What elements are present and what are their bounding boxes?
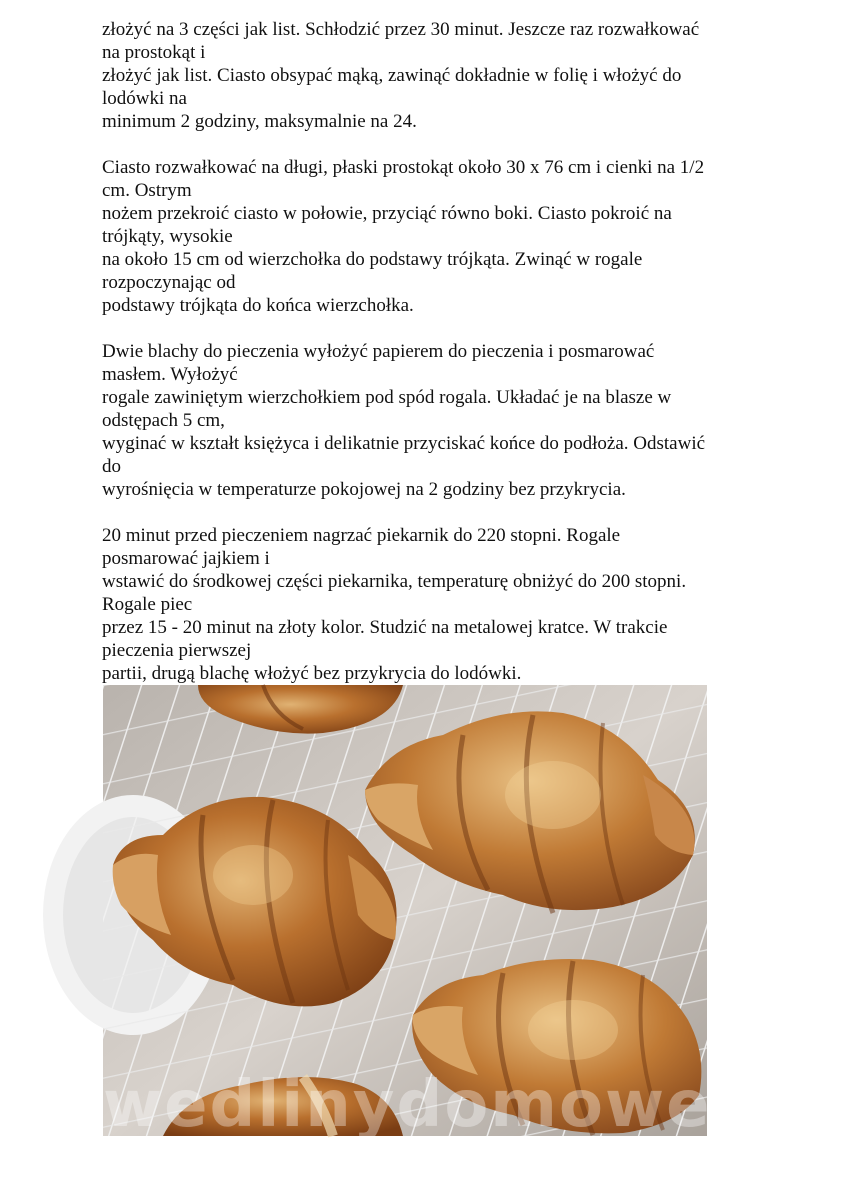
text-line: złożyć jak list. Ciasto obsypać mąką, zawinąć dokładnie w folię i włożyć do	[102, 65, 682, 86]
text-line: lodówki na	[102, 88, 187, 109]
text-line: Dwie blachy do pieczenia wyłożyć papierem do pieczenia i posmarować	[102, 341, 655, 362]
text-line: minimum 2 godziny, maksymalnie na 24.	[102, 111, 417, 132]
text-line: 20 minut przed pieczeniem nagrzać piekarnik do 220 stopni. Rogale	[102, 525, 621, 546]
recipe-paragraph-4	[102, 524, 752, 685]
text-line: złożyć na 3 części jak list. Schłodzić przez 30 minut. Jeszcze raz rozwałkować	[102, 19, 700, 40]
text-line: wstawić do środkowej części piekarnika, temperaturę obniżyć do 200 stopni.	[102, 571, 687, 592]
recipe-paragraph-2	[102, 156, 752, 317]
text-line: trójkąty, wysokie	[102, 226, 233, 247]
text-line: Rogale piec	[102, 594, 193, 615]
text-line: przez 15 - 20 minut na złoty kolor. Studzić na metalowej kratce. W trakcie	[102, 617, 668, 638]
text-line: pieczenia pierwszej	[102, 640, 252, 661]
text-line: do	[102, 456, 121, 477]
recipe-paragraph-1	[102, 18, 752, 133]
text-line: odstępach 5 cm,	[102, 410, 225, 431]
text-line: posmarować jajkiem i	[102, 548, 270, 569]
text-line: podstawy trójkąta do końca wierzchołka.	[102, 295, 414, 316]
croissants-photo	[103, 685, 810, 1142]
text-line: rozpoczynając od	[102, 272, 236, 293]
recipe-text	[102, 18, 752, 685]
text-line: masłem. Wyłożyć	[102, 364, 238, 385]
text-line: na około 15 cm od wierzchołka do podstawy trójkąta. Zwinąć w rogale	[102, 249, 643, 270]
text-line: wyrośnięcia w temperaturze pokojowej na 2 godziny bez przykrycia.	[102, 479, 626, 500]
text-line: wyginać w kształt księżyca i delikatnie przyciskać końce do podłoża. Odstawić	[102, 433, 706, 454]
text-line: partii, drugą blachę włożyć bez przykrycia do lodówki.	[102, 663, 522, 684]
text-line: na prostokąt i	[102, 42, 206, 63]
text-line: Ciasto rozwałkować na długi, płaski prostokąt około 30 x 76 cm i cienki na 1/2	[102, 157, 705, 178]
recipe-paragraph-3	[102, 340, 752, 501]
text-line: nożem przekroić ciasto w połowie, przyciąć równo boki. Ciasto pokroić na	[102, 203, 672, 224]
text-line: rogale zawiniętym wierzchołkiem pod spód rogala. Układać je na blasze w	[102, 387, 672, 408]
watermark-text: wedlinydomowe.pl	[103, 1068, 810, 1142]
text-line: cm. Ostrym	[102, 180, 192, 201]
